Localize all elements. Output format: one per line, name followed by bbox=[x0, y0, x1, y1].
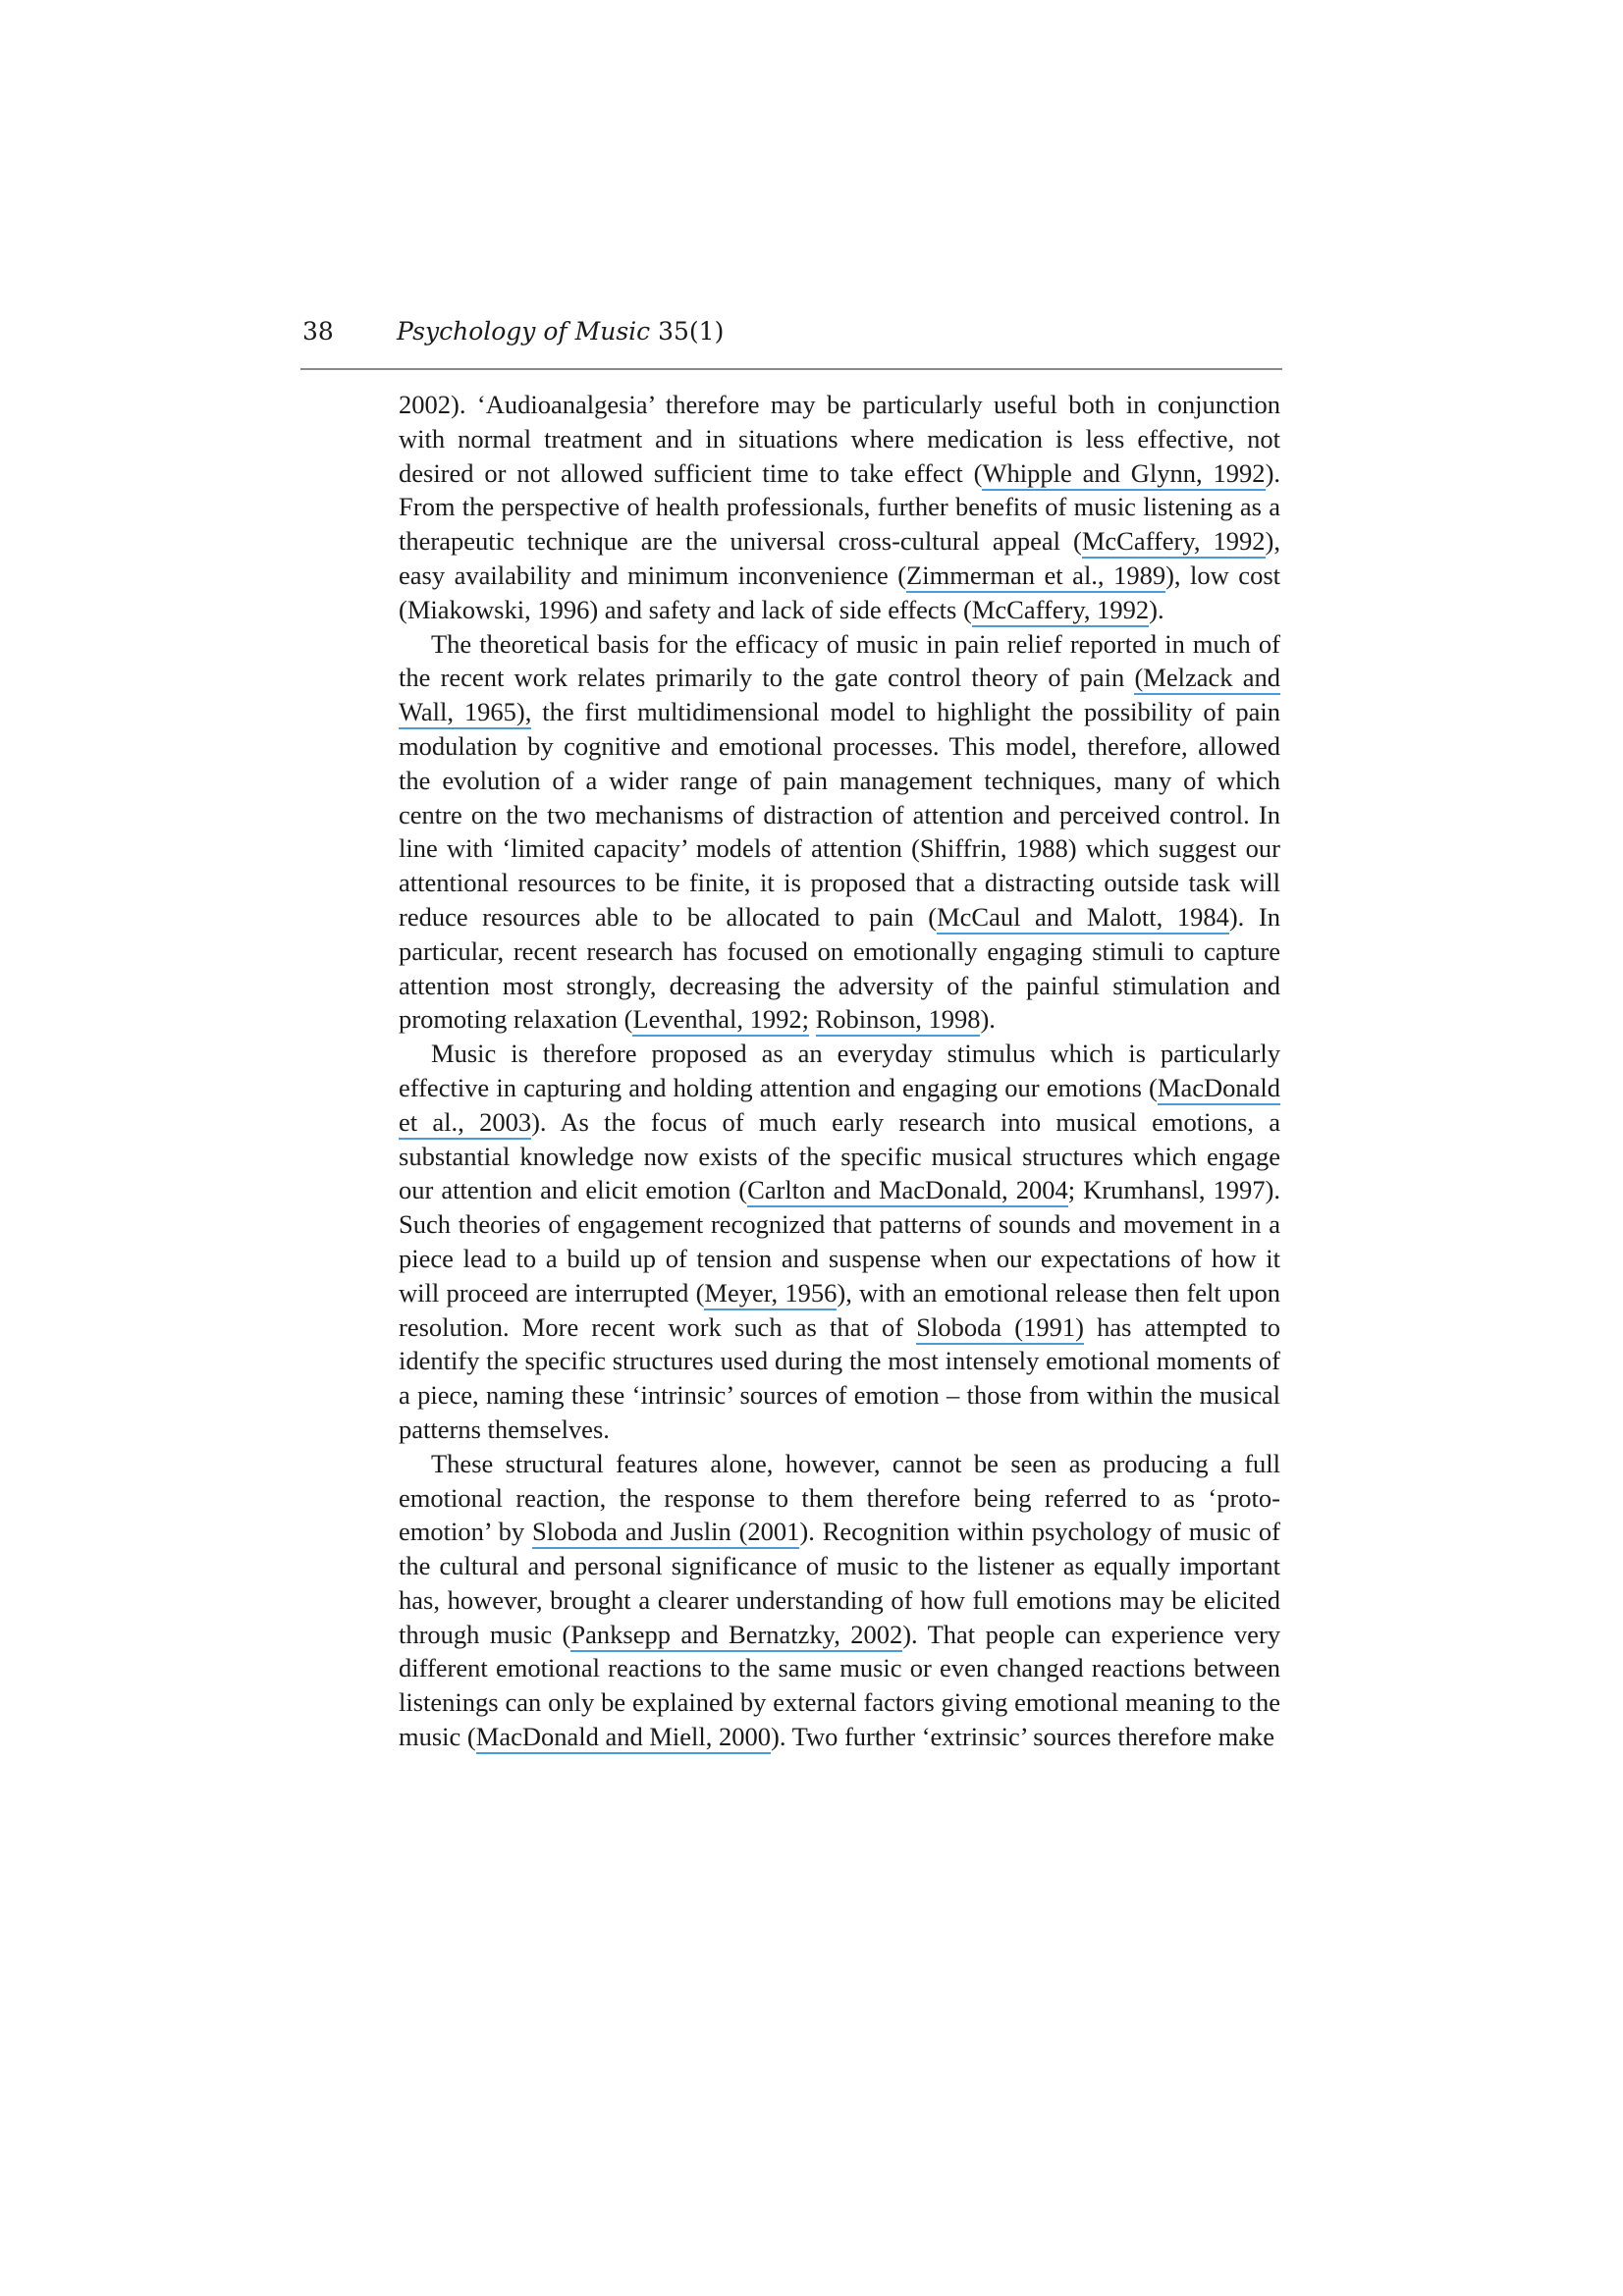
paragraph-text: 2002). ‘Audioanalgesia’ therefore may be particularly useful both in conjunction with normal treatment and in situations where medication is less effective, not desired or not allowed sufficient time to take effect ( bbox=[399, 390, 1280, 488]
paragraph-text: ). As the focus of much early research into musical emotions, a substantial knowledge now exists of the specific musical structures which engage our attention and elicit emotion ( bbox=[399, 1106, 1280, 1205]
paragraph-text: ). That people can experience very different emotional reactions to the same music or even changed reactions between listenings can only be explained by external factors giving emotional meaning to the music ( bbox=[399, 1619, 1281, 1752]
article-body bbox=[399, 388, 1280, 1754]
paragraph-2 bbox=[399, 627, 1280, 1038]
citation-link[interactable]: Robinson, 1998 bbox=[816, 1004, 981, 1037]
citation-link[interactable]: Carlton and MacDonald, 2004 bbox=[747, 1175, 1068, 1207]
paragraph-text bbox=[809, 1004, 816, 1034]
paragraph-text: ), with an emotional release then felt upon resolution. More recent work such as that of bbox=[399, 1277, 1280, 1342]
citation-link[interactable]: Sloboda (1991) bbox=[916, 1312, 1084, 1345]
paragraph-1 bbox=[399, 388, 1280, 627]
citation-link[interactable]: McCaffery, 1992 bbox=[972, 595, 1149, 627]
paragraph-text: ), low cost (Miakowski, 1996) and safety and lack of side effects ( bbox=[399, 560, 1280, 624]
citation-link[interactable]: McCaffery, 1992 bbox=[1082, 526, 1266, 559]
paragraph-text: ). bbox=[1149, 594, 1164, 624]
paragraph-text: ). From the perspective of health professionals, further benefits of music listening as a therapeutic technique are the universal cross-cultural appeal ( bbox=[399, 457, 1281, 557]
citation-link[interactable]: Meyer, 1956 bbox=[704, 1278, 837, 1310]
paragraph-text: These structural features alone, however, cannot be seen as producing a full emotional reaction, the response to them therefore being referred to as ‘proto-emotion’ by bbox=[399, 1448, 1280, 1547]
paragraph-text: ). Two further ‘extrinsic’ sources therefore make bbox=[771, 1722, 1274, 1752]
citation-link[interactable]: Leventhal, 1992; bbox=[632, 1004, 809, 1037]
citation-link[interactable]: Panksepp and Bernatzky, 2002 bbox=[570, 1620, 902, 1652]
paragraph-4 bbox=[399, 1447, 1280, 1754]
paragraph-text: ). Recognition within psychology of music of the cultural and personal significance of music to the listener as equally important has, however, brought a clearer understanding of how full emotions may be elicited through music ( bbox=[399, 1517, 1280, 1649]
citation-link[interactable]: McCaul and Malott, 1984 bbox=[937, 902, 1229, 934]
journal-title bbox=[397, 316, 724, 347]
paragraph-text: the first multidimensional model to highlight the possibility of pain modulation by cognitive and emotional processes. This model, therefore, allowed the evolution of a wider range of pain management techniques, many of which centre on the two mechanisms of distraction of attention and perceived control. In line with ‘limited capacity’ models of attention (Shiffrin, 1988) which suggest our attentional resources to be finite, it is proposed that a distracting outside task will reduce resources able to be allocated to pain ( bbox=[399, 697, 1280, 932]
journal-name: Psychology of Music bbox=[397, 317, 651, 346]
paragraph-text: ), easy availability and minimum inconvenience ( bbox=[399, 526, 1280, 590]
paragraph-text: ; Krumhansl, 1997). Such theories of engagement recognized that patterns of sounds and movement in a piece lead to a build up of tension and suspense when our expectations of how it will proceed are interrupted ( bbox=[399, 1175, 1280, 1308]
paragraph-text: The theoretical basis for the efficacy of music in pain relief reported in much of the recent work relates primarily to the gate control theory of pain bbox=[399, 628, 1280, 693]
running-header bbox=[302, 316, 1284, 357]
citation-link[interactable]: (Melzack and Wall, 1965), bbox=[399, 663, 1280, 729]
citation-link[interactable]: MacDonald et al., 2003 bbox=[399, 1073, 1280, 1140]
citation-link[interactable]: Sloboda and Juslin (2001 bbox=[532, 1517, 799, 1549]
paragraph-text: Music is therefore proposed as an everyday stimulus which is particularly effective in capturing and holding attention and engaging our emotions ( bbox=[399, 1039, 1280, 1102]
header-rule bbox=[300, 368, 1282, 370]
citation-link[interactable]: Zimmerman et al., 1989 bbox=[906, 561, 1165, 593]
paragraph-text: has attempted to identify the specific structures used during the most intensely emotional moments of a piece, naming these ‘intrinsic’ sources of emotion – those from within the musical patterns themselves. bbox=[399, 1311, 1280, 1444]
paragraph-text: ). bbox=[980, 1004, 996, 1035]
citation-link[interactable]: MacDonald and Miell, 2000 bbox=[476, 1722, 771, 1754]
page-number: 38 bbox=[302, 317, 334, 346]
journal-issue: 35(1) bbox=[658, 317, 725, 346]
paragraph-text: ). In particular, recent research has focused on emotionally engaging stimuli to capture attention most strongly, decreasing the adversity of the painful stimulation and promoting relaxation ( bbox=[399, 901, 1280, 1035]
citation-link[interactable]: Whipple and Glynn, 1992 bbox=[982, 458, 1265, 491]
paragraph-3 bbox=[399, 1037, 1280, 1447]
